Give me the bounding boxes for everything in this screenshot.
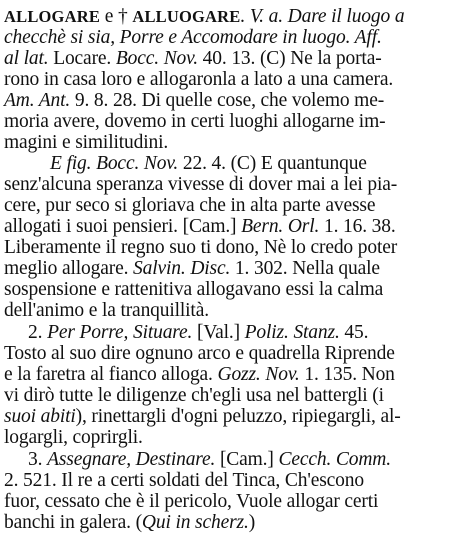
entry-text: allogati i suoi pensieri. [Cam.]: [4, 216, 242, 237]
entry-text: [Val.]: [192, 322, 245, 343]
entry-text: Salvin. Disc.: [133, 258, 231, 279]
entry-text: 40. 13. (C) Ne la porta-: [197, 48, 382, 69]
entry-text: 2. 521. Il re a certi soldati del Tinca, Ch'escono: [4, 470, 364, 491]
entry-text: ), rinettargli d'ogni peluzzo, ripiegargli, al-: [75, 406, 401, 427]
entry-text: [Cam.]: [215, 449, 279, 470]
entry-text: e la faretra al fianco alloga.: [4, 364, 218, 385]
entry-text: banchi in galera. (: [4, 512, 142, 533]
entry-text: cere, pur seco si gloriava che in alta parte avesse: [4, 195, 376, 216]
entry-text: 22. 4. (C) E quantunque: [178, 153, 367, 174]
entry-text: checchè si sia, Porre e Accomodare in luogo. Aff.: [4, 27, 382, 48]
entry-text: fuor, cessato che è il pericolo, Vuole allogar certi: [4, 491, 379, 512]
entry-text: 1. 16. 38.: [319, 216, 396, 237]
entry-text: Tosto al suo dire ognuno arco e quadrella Riprende: [4, 343, 395, 364]
entry-text: ): [248, 512, 256, 533]
entry-text: al lat.: [4, 48, 49, 69]
entry-text: sospensione e rattenitiva allogavano essi la calma: [4, 279, 384, 300]
entry-text: Qui in scherz.: [141, 512, 249, 533]
entry-text: 3.: [28, 449, 48, 470]
entry-text: . V. a. Dare il luogo a: [240, 6, 405, 27]
entry-text: 2.: [28, 322, 48, 343]
entry-text: ALLOGARE: [4, 7, 101, 26]
entry-text: Liberamente il regno suo ti dono, Nè lo credo poter: [4, 237, 398, 258]
entry-text: Per Porre, Situare.: [47, 322, 193, 343]
entry-text: E fig. Bocc. Nov.: [50, 153, 179, 174]
entry-text: Poliz. Stanz.: [244, 322, 340, 343]
entry-text: ALLUOGARE: [132, 7, 241, 26]
entry-text: 1. 135. Non: [299, 364, 395, 385]
entry-text: meglio allogare.: [4, 258, 134, 279]
entry-text: 45.: [339, 322, 369, 343]
entry-text: dell'animo e la tranquillità.: [4, 300, 209, 321]
entry-text: suoi abiti: [4, 406, 76, 427]
entry-text: Bern. Orl.: [241, 216, 320, 237]
entry-text: magini e similitudini.: [4, 132, 169, 153]
entry-text: vi dirò tutte le diligenze ch'egli usa nel battergli (i: [4, 385, 384, 406]
entry-text: Assegnare, Destinare.: [47, 449, 216, 470]
entry-text: e †: [100, 6, 133, 27]
entry-text: logargli, coprirgli.: [4, 427, 143, 448]
entry-text: Am. Ant.: [4, 90, 71, 111]
entry-line: [4, 510, 469, 535]
entry-text: Bocc. Nov.: [115, 48, 198, 69]
entry-text: rono in casa loro e allogaronla a lato a una camera.: [4, 69, 394, 90]
entry-text: senz'alcuna speranza vivesse di dover mai a lei pia-: [4, 174, 398, 195]
entry-text: 9. 8. 28. Di quelle cose, che volemo me-: [70, 90, 385, 111]
entry-text: Cecch. Comm.: [278, 449, 391, 470]
entry-text: 1. 302. Nella quale: [230, 258, 380, 279]
entry-text: Locare.: [48, 48, 116, 69]
entry-text: Gozz. Nov.: [217, 364, 300, 385]
entry-text: moria avere, dovemo in certi luoghi allogarne im-: [4, 111, 386, 132]
